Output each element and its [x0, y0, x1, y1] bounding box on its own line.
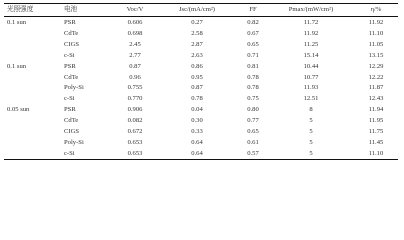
cell-jsc: 0.87	[191, 84, 203, 92]
cell-jsc: 0.33	[191, 128, 203, 135]
cell-pmax: 11.93	[303, 84, 319, 92]
cell-voc: 0.653	[127, 138, 143, 146]
cell-efficiency: 11.92	[368, 19, 384, 26]
cell-jsc: 0.95	[191, 73, 203, 81]
cell-efficiency: 12.29	[368, 62, 384, 70]
cell-ff: 0.67	[247, 29, 259, 37]
cell-efficiency: 12.22	[368, 73, 384, 81]
cell-voc: 0.606	[127, 19, 143, 26]
cell-jsc: 0.86	[191, 62, 203, 70]
cell-jsc: 0.27	[191, 19, 203, 26]
cell-efficiency: 11.05	[368, 40, 384, 48]
header-cell-efficiency: η/%	[370, 6, 382, 13]
cell-efficiency: 11.95	[368, 117, 384, 125]
table-row	[0, 148, 404, 159]
cell-light-intensity: 0.1 sun	[7, 19, 27, 26]
table-row	[0, 61, 404, 72]
cell-cell-type: CdTe	[64, 73, 79, 81]
cell-pmax: 8	[309, 106, 313, 114]
table-row	[0, 50, 404, 61]
cell-cell-type: PSR	[64, 19, 76, 26]
cell-efficiency: 13.15	[368, 51, 384, 59]
table-row	[0, 137, 404, 148]
table-header-row	[0, 4, 404, 15]
cell-efficiency: 11.75	[368, 128, 384, 135]
cell-voc: 2.77	[129, 51, 141, 59]
cell-cell-type: PSR	[64, 62, 76, 70]
cell-efficiency: 11.10	[368, 29, 384, 37]
cell-voc: 0.082	[127, 117, 143, 125]
table-row	[0, 115, 404, 126]
cell-pmax: 11.72	[303, 19, 319, 26]
cell-pmax: 15.14	[303, 51, 319, 59]
cell-voc: 2.45	[129, 40, 141, 48]
cell-ff: 0.81	[247, 62, 259, 70]
cell-jsc: 0.04	[191, 106, 203, 114]
cell-efficiency: 12.43	[368, 95, 384, 103]
cell-pmax: 11.25	[303, 40, 319, 48]
cell-voc: 0.770	[127, 95, 143, 103]
cell-voc: 0.96	[129, 73, 141, 81]
header-cell-voc: Voc/V	[126, 6, 144, 13]
cell-light-intensity: 0.05 sun	[7, 106, 30, 114]
cell-jsc: 0.78	[191, 95, 203, 103]
cell-voc: 0.698	[127, 29, 143, 37]
bottom-rule	[4, 159, 398, 160]
cell-ff: 0.82	[247, 19, 259, 26]
cell-pmax: 5	[309, 138, 313, 146]
cell-ff: 0.75	[247, 95, 259, 103]
cell-ff: 0.65	[247, 128, 259, 135]
cell-ff: 0.65	[247, 40, 259, 48]
cell-efficiency: 11.87	[368, 84, 384, 92]
header-cell-ff: FF	[249, 6, 257, 13]
cell-cell-type: Poly-Si	[64, 138, 84, 146]
cell-ff: 0.78	[247, 84, 259, 92]
table-row	[0, 82, 404, 93]
cell-cell-type: CdTe	[64, 29, 79, 37]
cell-pmax: 5	[309, 117, 313, 125]
cell-ff: 0.57	[247, 149, 259, 157]
cell-ff: 0.61	[247, 138, 259, 146]
cell-ff: 0.71	[247, 51, 259, 59]
cell-pmax: 5	[309, 128, 313, 135]
cell-cell-type: CIGS	[64, 128, 80, 135]
cell-voc: 0.653	[127, 149, 143, 157]
header-cell-pmax: Pmax/(mW/cm²)	[288, 6, 334, 13]
cell-pmax: 11.92	[303, 29, 319, 37]
cell-jsc: 2.63	[191, 51, 203, 59]
cell-pmax: 5	[309, 149, 313, 157]
cell-cell-type: CIGS	[64, 40, 80, 48]
table-row	[0, 39, 404, 50]
cell-voc: 0.755	[127, 84, 143, 92]
cell-light-intensity: 0.1 sun	[7, 62, 27, 70]
table-row	[0, 126, 404, 137]
cell-cell-type: CdTe	[64, 117, 79, 125]
header-cell-cell-type: 电池	[64, 6, 78, 13]
cell-pmax: 10.77	[303, 73, 319, 81]
cell-ff: 0.78	[247, 73, 259, 81]
cell-voc: 0.672	[127, 128, 143, 135]
cell-efficiency: 11.94	[368, 106, 384, 114]
cell-cell-type: c-Si	[64, 51, 75, 59]
cell-pmax: 12.51	[303, 95, 319, 103]
cell-pmax: 10.44	[303, 62, 319, 70]
table-row	[0, 17, 404, 28]
header-cell-light-intensity: 光照强度	[7, 6, 34, 13]
table-row	[0, 104, 404, 115]
cell-jsc: 0.30	[191, 117, 203, 125]
table-row	[0, 93, 404, 104]
cell-jsc: 0.64	[191, 149, 203, 157]
cell-cell-type: Poly-Si	[64, 84, 84, 92]
cell-cell-type: c-Si	[64, 149, 75, 157]
cell-ff: 0.80	[247, 106, 259, 114]
cell-efficiency: 11.10	[368, 149, 384, 157]
table-row	[0, 72, 404, 83]
cell-cell-type: PSR	[64, 106, 76, 114]
cell-voc: 0.906	[127, 106, 143, 114]
cell-jsc: 2.58	[191, 29, 203, 37]
cell-cell-type: c-Si	[64, 95, 75, 103]
cell-jsc: 2.87	[191, 40, 203, 48]
header-cell-jsc: Jsc/(mA/cm²)	[178, 6, 216, 13]
cell-jsc: 0.64	[191, 138, 203, 146]
cell-voc: 0.87	[129, 62, 141, 70]
table-row	[0, 28, 404, 39]
cell-efficiency: 11.45	[368, 138, 384, 146]
cell-ff: 0.77	[247, 117, 259, 125]
